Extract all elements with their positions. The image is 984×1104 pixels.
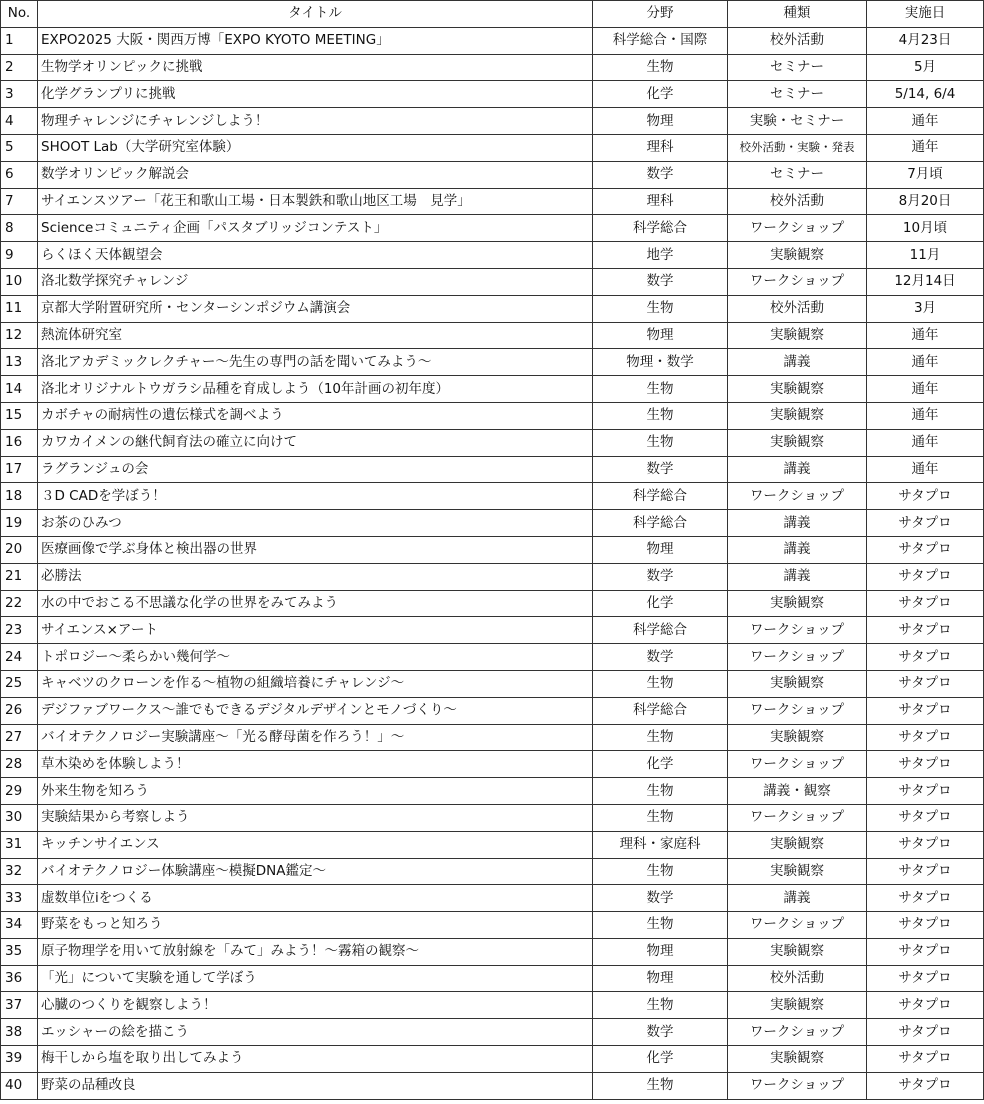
header-date: 実施日 [867, 1, 984, 28]
row-title: 野菜の品種改良 [38, 1072, 593, 1099]
row-field: 生物 [593, 376, 728, 403]
row-type: ワークショップ [728, 697, 867, 724]
table-row [1, 376, 984, 403]
row-field: 理科 [593, 134, 728, 161]
table-row [1, 885, 984, 912]
row-field: 化学 [593, 1046, 728, 1073]
row-date: サタプロ [867, 617, 984, 644]
row-field: 生物 [593, 912, 728, 939]
table-row [1, 349, 984, 376]
row-number: 34 [1, 912, 38, 939]
row-date: 通年 [867, 322, 984, 349]
row-number: 23 [1, 617, 38, 644]
row-title: カボチャの耐病性の遺伝様式を調べよう [38, 402, 593, 429]
row-title: 外来生物を知ろう [38, 778, 593, 805]
row-date: 通年 [867, 456, 984, 483]
row-field: 物理 [593, 108, 728, 135]
row-number: 28 [1, 751, 38, 778]
row-date: 通年 [867, 429, 984, 456]
row-field: 科学総合 [593, 697, 728, 724]
row-number: 5 [1, 134, 38, 161]
table-row [1, 242, 984, 269]
row-type: 講義 [728, 885, 867, 912]
row-type: 実験観察 [728, 590, 867, 617]
table-row [1, 670, 984, 697]
table-row [1, 456, 984, 483]
table-row [1, 188, 984, 215]
row-title: 虚数単位iをつくる [38, 885, 593, 912]
row-number: 2 [1, 54, 38, 81]
row-type: ワークショップ [728, 751, 867, 778]
row-number: 16 [1, 429, 38, 456]
table-row [1, 617, 984, 644]
row-date: サタプロ [867, 751, 984, 778]
row-title: トポロジー～柔らかい幾何学～ [38, 644, 593, 671]
row-date: 5/14, 6/4 [867, 81, 984, 108]
row-field: 数学 [593, 1019, 728, 1046]
row-title: 生物学オリンピックに挑戦 [38, 54, 593, 81]
row-date: サタプロ [867, 1046, 984, 1073]
table-row [1, 27, 984, 54]
row-title: ３D CADを学ぼう！ [38, 483, 593, 510]
row-number: 10 [1, 268, 38, 295]
row-field: 理科・家庭科 [593, 831, 728, 858]
row-type: ワークショップ [728, 617, 867, 644]
row-field: 数学 [593, 268, 728, 295]
table-row [1, 938, 984, 965]
row-type: ワークショップ [728, 215, 867, 242]
row-field: 物理 [593, 965, 728, 992]
row-date: サタプロ [867, 670, 984, 697]
row-number: 24 [1, 644, 38, 671]
row-type: 講義 [728, 349, 867, 376]
row-type: ワークショップ [728, 804, 867, 831]
row-type: 講義 [728, 536, 867, 563]
row-date: 3月 [867, 295, 984, 322]
row-type: ワークショップ [728, 268, 867, 295]
table-row [1, 268, 984, 295]
row-field: 物理 [593, 938, 728, 965]
row-number: 11 [1, 295, 38, 322]
row-type: 実験観察 [728, 322, 867, 349]
row-number: 6 [1, 161, 38, 188]
row-type: 校外活動・実験・発表 [728, 134, 867, 161]
table-row [1, 54, 984, 81]
row-field: 生物 [593, 1072, 728, 1099]
row-type: 実験観察 [728, 831, 867, 858]
row-field: 数学 [593, 885, 728, 912]
row-date: サタプロ [867, 992, 984, 1019]
row-field: 生物 [593, 429, 728, 456]
table-row [1, 161, 984, 188]
row-number: 36 [1, 965, 38, 992]
row-field: 数学 [593, 644, 728, 671]
row-number: 33 [1, 885, 38, 912]
row-type: 実験観察 [728, 402, 867, 429]
row-title: 数学オリンピック解説会 [38, 161, 593, 188]
row-field: 生物 [593, 992, 728, 1019]
row-date: 11月 [867, 242, 984, 269]
row-number: 12 [1, 322, 38, 349]
row-title: バイオテクノロジー体験講座～模擬DNA鑑定～ [38, 858, 593, 885]
row-field: 科学総合 [593, 617, 728, 644]
table-row [1, 295, 984, 322]
table-row [1, 134, 984, 161]
row-date: サタプロ [867, 778, 984, 805]
row-field: 生物 [593, 402, 728, 429]
row-type: 校外活動 [728, 27, 867, 54]
row-date: サタプロ [867, 1019, 984, 1046]
table-row [1, 912, 984, 939]
table-row [1, 1072, 984, 1099]
row-title: 洛北数学探究チャレンジ [38, 268, 593, 295]
row-type: セミナー [728, 54, 867, 81]
table-row [1, 215, 984, 242]
row-title: キャベツのクローンを作る～植物の組織培養にチャレンジ～ [38, 670, 593, 697]
table-row [1, 590, 984, 617]
table-row [1, 697, 984, 724]
row-number: 14 [1, 376, 38, 403]
row-title: 京都大学附置研究所・センターシンポジウム講演会 [38, 295, 593, 322]
row-number: 13 [1, 349, 38, 376]
row-field: 物理 [593, 536, 728, 563]
row-title: 化学グランプリに挑戦 [38, 81, 593, 108]
row-date: 通年 [867, 108, 984, 135]
table-row [1, 81, 984, 108]
row-number: 15 [1, 402, 38, 429]
row-title: 水の中でおこる不思議な化学の世界をみてみよう [38, 590, 593, 617]
row-type: 実験観察 [728, 376, 867, 403]
table-row [1, 510, 984, 537]
row-number: 39 [1, 1046, 38, 1073]
row-type: 実験観察 [728, 429, 867, 456]
row-type: 実験観察 [728, 242, 867, 269]
row-type: 実験観察 [728, 1046, 867, 1073]
row-date: 通年 [867, 134, 984, 161]
row-type: ワークショップ [728, 644, 867, 671]
row-type: ワークショップ [728, 483, 867, 510]
table-row [1, 429, 984, 456]
row-title: 実験結果から考察しよう [38, 804, 593, 831]
row-type: 実験・セミナー [728, 108, 867, 135]
row-field: 科学総合 [593, 215, 728, 242]
row-title: カワカイメンの継代飼育法の確立に向けて [38, 429, 593, 456]
row-title: ラグランジュの会 [38, 456, 593, 483]
row-date: 12月14日 [867, 268, 984, 295]
table-row [1, 992, 984, 1019]
table-row [1, 644, 984, 671]
table-row [1, 1046, 984, 1073]
row-field: 生物 [593, 54, 728, 81]
row-type: 実験観察 [728, 992, 867, 1019]
row-field: 生物 [593, 804, 728, 831]
table-row [1, 751, 984, 778]
row-number: 8 [1, 215, 38, 242]
row-title: バイオテクノロジー実験講座～「光る酵母菌を作ろう！」～ [38, 724, 593, 751]
row-date: サタプロ [867, 831, 984, 858]
row-date: サタプロ [867, 644, 984, 671]
table-row [1, 322, 984, 349]
row-field: 化学 [593, 590, 728, 617]
row-title: 心臓のつくりを観察しよう！ [38, 992, 593, 1019]
row-type: 実験観察 [728, 858, 867, 885]
row-date: 10月頃 [867, 215, 984, 242]
row-number: 17 [1, 456, 38, 483]
row-title: 梅干しから塩を取り出してみよう [38, 1046, 593, 1073]
row-title: 物理チャレンジにチャレンジしよう！ [38, 108, 593, 135]
row-date: サタプロ [867, 1072, 984, 1099]
row-number: 20 [1, 536, 38, 563]
row-date: サタプロ [867, 563, 984, 590]
row-title: 洛北アカデミックレクチャー～先生の専門の話を聞いてみよう～ [38, 349, 593, 376]
row-field: 生物 [593, 858, 728, 885]
row-field: 理科 [593, 188, 728, 215]
row-date: 通年 [867, 349, 984, 376]
row-field: 数学 [593, 456, 728, 483]
row-date: 5月 [867, 54, 984, 81]
row-title: 医療画像で学ぶ身体と検出器の世界 [38, 536, 593, 563]
row-title: 野菜をもっと知ろう [38, 912, 593, 939]
row-date: 4月23日 [867, 27, 984, 54]
row-date: 通年 [867, 402, 984, 429]
row-title: らくほく天体観望会 [38, 242, 593, 269]
table-row [1, 778, 984, 805]
row-title: 熱流体研究室 [38, 322, 593, 349]
row-field: 数学 [593, 563, 728, 590]
row-type: セミナー [728, 161, 867, 188]
row-field: 化学 [593, 81, 728, 108]
row-number: 4 [1, 108, 38, 135]
row-number: 38 [1, 1019, 38, 1046]
row-type: 講義・観察 [728, 778, 867, 805]
table-row [1, 831, 984, 858]
row-date: サタプロ [867, 804, 984, 831]
row-date: サタプロ [867, 885, 984, 912]
row-date: 8月20日 [867, 188, 984, 215]
table-row [1, 108, 984, 135]
header-no: No. [1, 1, 38, 28]
row-number: 22 [1, 590, 38, 617]
table-row [1, 402, 984, 429]
row-date: サタプロ [867, 483, 984, 510]
row-title: SHOOT Lab（大学研究室体験） [38, 134, 593, 161]
row-type: 校外活動 [728, 965, 867, 992]
row-number: 3 [1, 81, 38, 108]
row-date: サタプロ [867, 965, 984, 992]
row-number: 26 [1, 697, 38, 724]
row-type: ワークショップ [728, 912, 867, 939]
row-type: ワークショップ [728, 1072, 867, 1099]
row-type: 講義 [728, 456, 867, 483]
row-date: サタプロ [867, 912, 984, 939]
table-row [1, 724, 984, 751]
row-date: サタプロ [867, 858, 984, 885]
row-type: ワークショップ [728, 1019, 867, 1046]
row-type: 校外活動 [728, 188, 867, 215]
row-date: 通年 [867, 376, 984, 403]
row-title: Scienceコミュニティ企画「パスタブリッジコンテスト」 [38, 215, 593, 242]
row-title: 洛北オリジナルトウガラシ品種を育成しよう（10年計画の初年度） [38, 376, 593, 403]
row-title: EXPO2025 大阪・関西万博「EXPO KYOTO MEETING」 [38, 27, 593, 54]
row-number: 21 [1, 563, 38, 590]
row-number: 30 [1, 804, 38, 831]
row-date: サタプロ [867, 697, 984, 724]
row-field: 物理・数学 [593, 349, 728, 376]
row-field: 物理 [593, 322, 728, 349]
row-number: 31 [1, 831, 38, 858]
row-number: 32 [1, 858, 38, 885]
row-date: サタプロ [867, 510, 984, 537]
table-row [1, 804, 984, 831]
row-number: 25 [1, 670, 38, 697]
row-date: サタプロ [867, 938, 984, 965]
row-title: エッシャーの絵を描こう [38, 1019, 593, 1046]
row-title: サイエンスツアー「花王和歌山工場・日本製鉄和歌山地区工場 見学」 [38, 188, 593, 215]
row-title: 「光」について実験を通して学ぼう [38, 965, 593, 992]
row-field: 化学 [593, 751, 728, 778]
row-title: サイエンス×アート [38, 617, 593, 644]
row-title: お茶のひみつ [38, 510, 593, 537]
row-date: サタプロ [867, 724, 984, 751]
header-title: タイトル [38, 1, 593, 28]
row-type: 実験観察 [728, 938, 867, 965]
row-type: 校外活動 [728, 295, 867, 322]
row-title: 必勝法 [38, 563, 593, 590]
row-field: 生物 [593, 724, 728, 751]
header-field: 分野 [593, 1, 728, 28]
row-field: 科学総合 [593, 510, 728, 537]
row-number: 1 [1, 27, 38, 54]
row-number: 29 [1, 778, 38, 805]
row-date: サタプロ [867, 590, 984, 617]
table-row [1, 563, 984, 590]
row-field: 生物 [593, 295, 728, 322]
row-number: 7 [1, 188, 38, 215]
row-number: 37 [1, 992, 38, 1019]
row-field: 数学 [593, 161, 728, 188]
row-number: 19 [1, 510, 38, 537]
row-type: 講義 [728, 563, 867, 590]
row-type: セミナー [728, 81, 867, 108]
row-field: 科学総合 [593, 483, 728, 510]
row-date: 7月頃 [867, 161, 984, 188]
row-type: 実験観察 [728, 670, 867, 697]
row-number: 40 [1, 1072, 38, 1099]
row-number: 9 [1, 242, 38, 269]
row-title: 草木染めを体験しよう！ [38, 751, 593, 778]
table-row [1, 858, 984, 885]
row-number: 27 [1, 724, 38, 751]
header-type: 種類 [728, 1, 867, 28]
row-title: 原子物理学を用いて放射線を「みて」みよう！～霧箱の観察～ [38, 938, 593, 965]
row-field: 生物 [593, 670, 728, 697]
table-header-row [1, 1, 984, 28]
row-title: デジファブワークス～誰でもできるデジタルデザインとモノづくり～ [38, 697, 593, 724]
row-type: 講義 [728, 510, 867, 537]
table-body [1, 27, 984, 1099]
row-date: サタプロ [867, 536, 984, 563]
row-type: 実験観察 [728, 724, 867, 751]
table-row [1, 1019, 984, 1046]
table-row [1, 965, 984, 992]
row-title: キッチンサイエンス [38, 831, 593, 858]
row-number: 18 [1, 483, 38, 510]
row-number: 35 [1, 938, 38, 965]
row-field: 科学総合・国際 [593, 27, 728, 54]
row-field: 地学 [593, 242, 728, 269]
table-row [1, 536, 984, 563]
table-row [1, 483, 984, 510]
row-field: 生物 [593, 778, 728, 805]
